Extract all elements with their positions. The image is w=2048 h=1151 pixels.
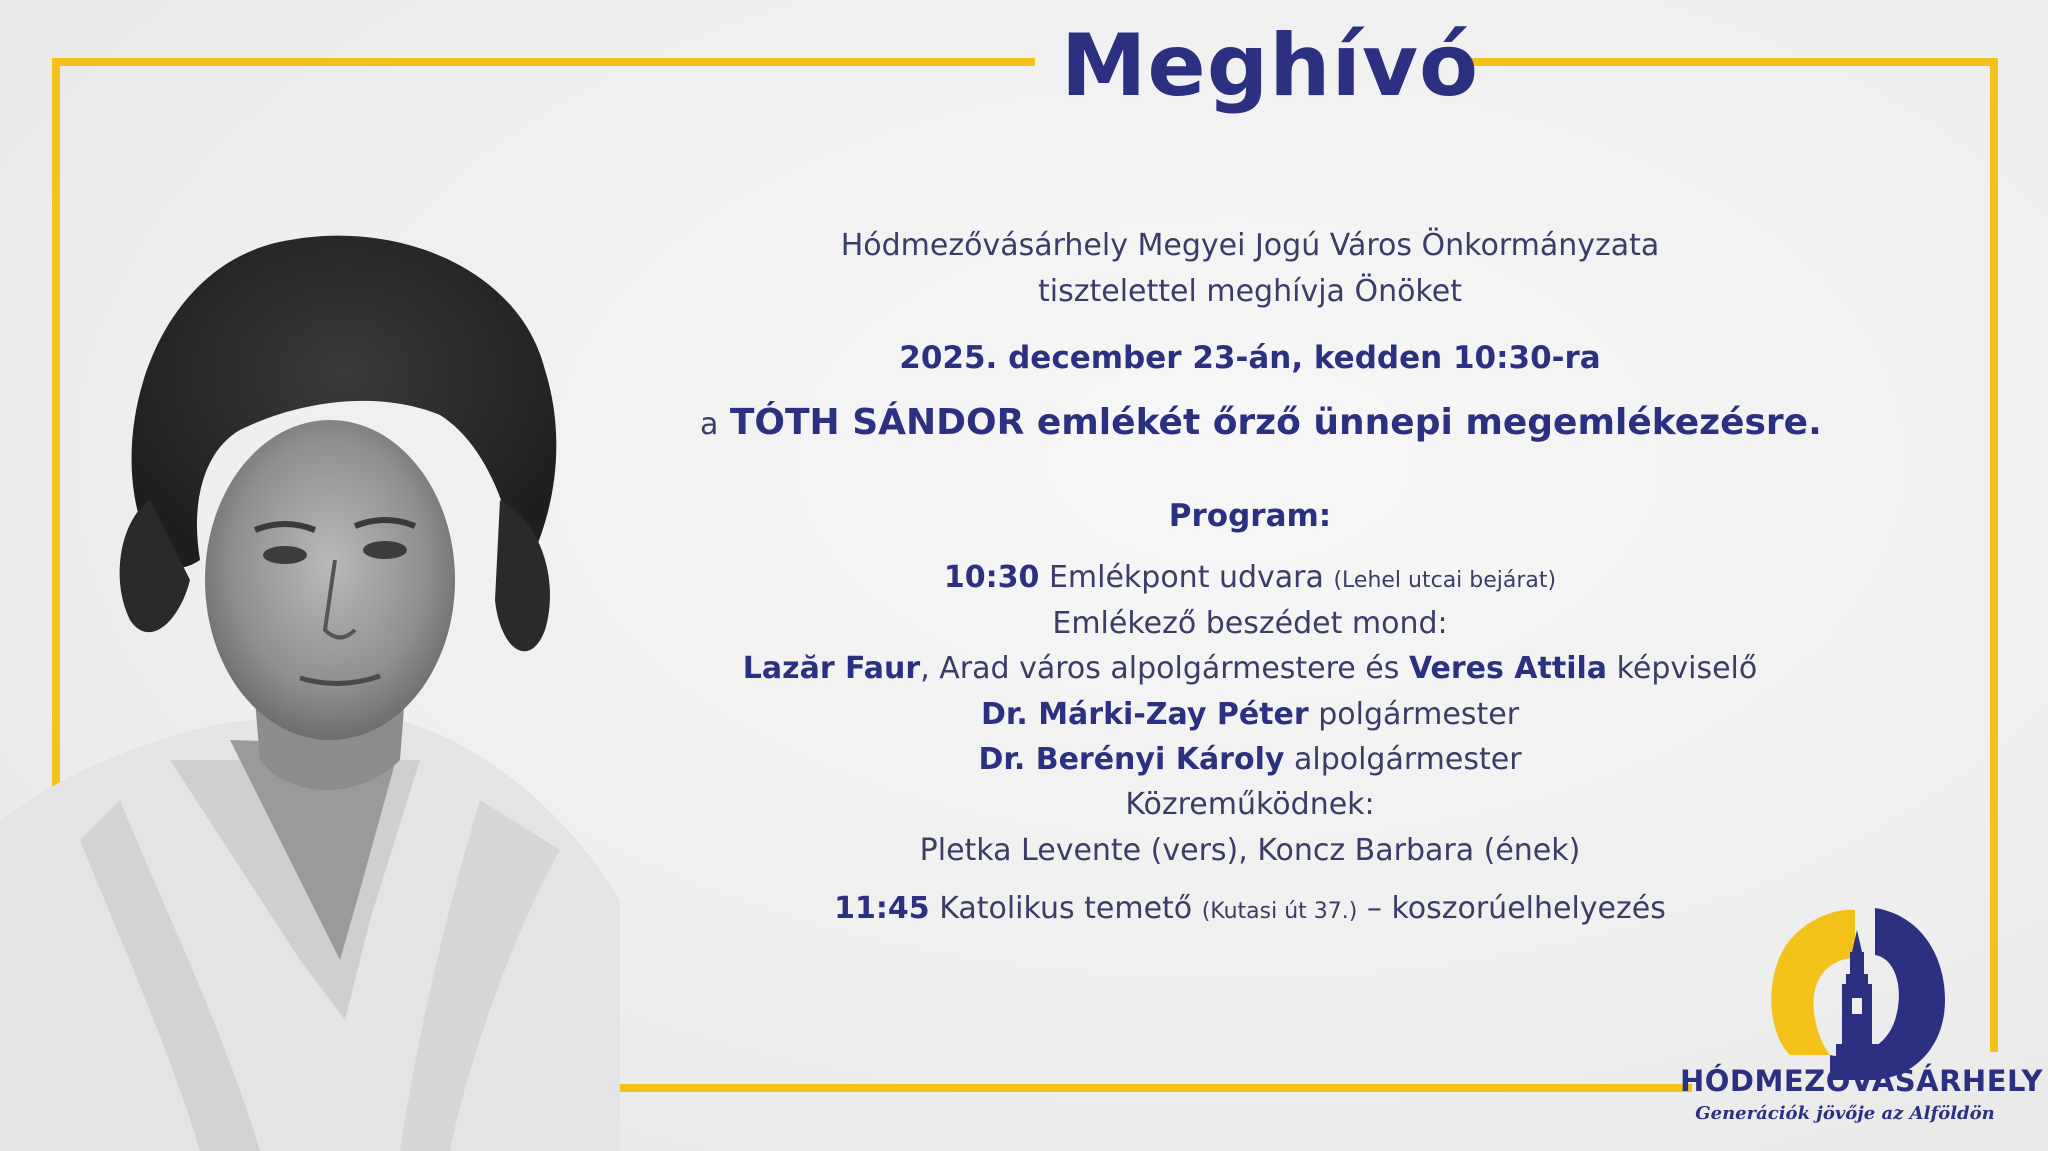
program-item-1 [700, 560, 1800, 595]
page-title: Meghívó [1060, 16, 1480, 116]
item1-note: (Lehel utcai bejárat) [1333, 568, 1557, 593]
speakers-line-2 [700, 697, 1800, 732]
item1-place: Emlékpont udvara [1048, 560, 1324, 595]
date-line: 2025. december 23-án, kedden 10:30-ra [899, 340, 1601, 376]
speaker2-role: képviselő [1616, 651, 1758, 686]
speaker2-name: Veres Attila [1408, 651, 1608, 686]
program-item-2 [700, 891, 1800, 926]
item2-time: 11:45 [834, 891, 930, 926]
item2-note: (Kutasi út 37.) [1201, 899, 1358, 924]
item2-action: – koszorúelhelyezés [1366, 891, 1666, 926]
speaker4-name: Dr. Berényi Károly [978, 742, 1285, 777]
event-prefix: a [700, 407, 719, 442]
event-line [700, 402, 1822, 443]
speaker1-name: Lazăr Faur [742, 651, 921, 686]
host-line: Hódmezővásárhely Megyei Jogú Város Önkormányzata [840, 228, 1660, 263]
speaker3-role: polgármester [1318, 697, 1520, 732]
program-heading: Program: [1168, 498, 1332, 534]
item1-time: 10:30 [943, 560, 1040, 595]
performers-line: Pletka Levente (vers), Koncz Barbara (ének) [919, 833, 1581, 868]
logo-tagline: Generációk jövője az Alföldön [1695, 1103, 1995, 1124]
item2-place: Katolikus temető [939, 891, 1193, 926]
speech-heading: Emlékező beszédet mond: [1052, 606, 1448, 641]
portrait-photo [0, 200, 620, 1151]
event-name: TÓTH SÁNDOR emlékét őrző ünnepi megemlékezésre. [729, 402, 1822, 443]
performers-heading: Közreműködnek: [1125, 787, 1375, 822]
speaker4-role: alpolgármester [1293, 742, 1522, 777]
logo-name: HÓDMEZŐVÁSÁRHELY [1680, 1064, 2043, 1098]
city-logo-icon [1680, 880, 2043, 1140]
invite-line: tisztelettel meghívja Önöket [1038, 274, 1462, 309]
speakers-line-1 [700, 651, 1800, 686]
speaker1-role: , Arad város alpolgármestere és [920, 651, 1400, 686]
speakers-line-3 [700, 742, 1800, 777]
speaker3-name: Dr. Márki-Zay Péter [980, 697, 1309, 732]
frame-top-left [52, 58, 1035, 66]
frame-top-right [1468, 58, 1998, 66]
